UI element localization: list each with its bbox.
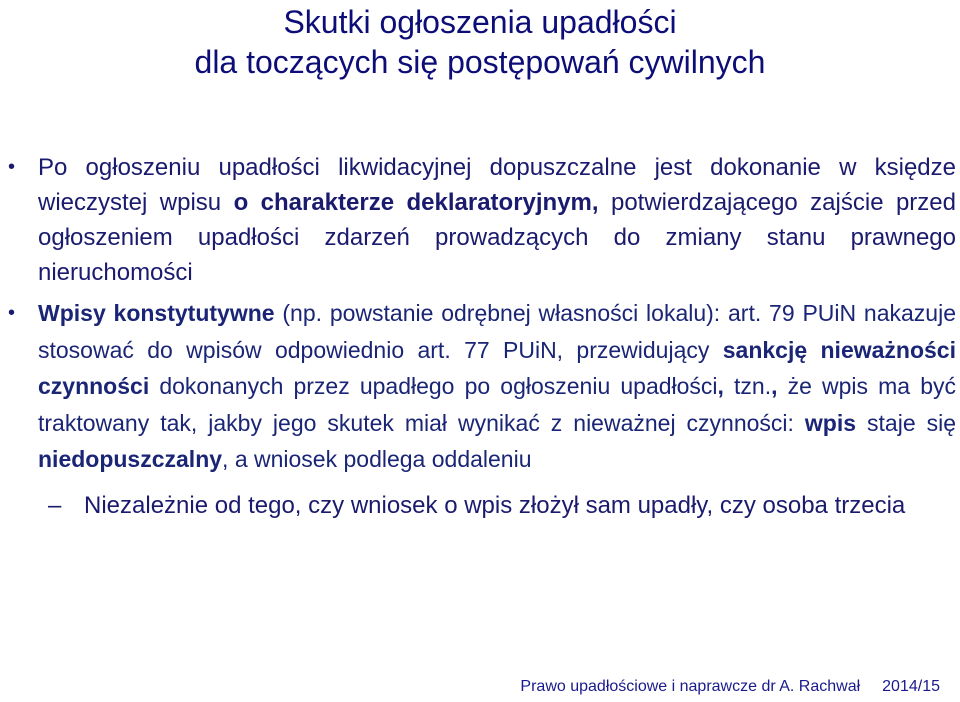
page-title [0, 2, 960, 82]
bullet-icon: • [8, 302, 16, 324]
bullet-bold-text: , [771, 373, 778, 399]
title-line-1: Skutki ogłoszenia upadłości [283, 4, 677, 40]
bullet-bold-text: , [717, 373, 724, 399]
bullet-text: dokonanych przez upadłego po ogłoszeniu upadłości [149, 373, 718, 399]
dash-icon: – [48, 491, 62, 519]
bullet-bold-text: wpis [804, 409, 857, 436]
slide-footer [520, 678, 940, 696]
bullet-text: potwierdzającego zajście przed ogłoszeniem upadłości zdarzeń prowadzących do zmiany stanu prawnego nieruchomości [38, 189, 956, 286]
bullet-text: Po ogłoszeniu upadłości likwidacyjnej dopuszczalne jest dokonanie w księdze wieczystej wpisu [38, 154, 956, 216]
bullet-text: że wpis ma być traktowany tak, jakby jego skutek miał wynikać z nieważnej czynności: [38, 373, 956, 436]
bullet-bold-text: Wpisy konstytutywne [38, 300, 275, 326]
bullet-text: (np. powstanie odrębnej własności lokalu): art. 79 PUiN nakazuje stosować do wpisów odpowiednio art. 77 PUiN, przewidujący [38, 300, 956, 363]
sub-bullet-item [48, 488, 958, 523]
footer-year: 2014/15 [882, 678, 940, 695]
bullet-bold-text: o charakterze deklaratoryjnym, [233, 189, 599, 216]
bullet-item-constitutive [8, 295, 956, 478]
bullet-item-declaratory [8, 150, 956, 290]
footer-course: Prawo upadłościowe i naprawcze dr A. Rachwał [520, 678, 861, 695]
bullet-text: staje się [856, 409, 956, 436]
bullet-bold-text: sankcję nieważności czynności [38, 336, 956, 399]
bullet-icon: • [8, 156, 16, 178]
bullet-text: , a wniosek podlega oddaleniu [222, 446, 532, 472]
slide-content [0, 150, 960, 523]
bullet-text: tzn. [723, 373, 772, 399]
sub-bullet-text: Niezależnie od tego, czy wniosek o wpis złożył sam upadły, czy osoba trzecia [84, 491, 906, 519]
title-line-2: dla toczących się postępowań cywilnych [194, 44, 766, 80]
bullet-bold-text: niedopuszczalny [38, 446, 223, 472]
